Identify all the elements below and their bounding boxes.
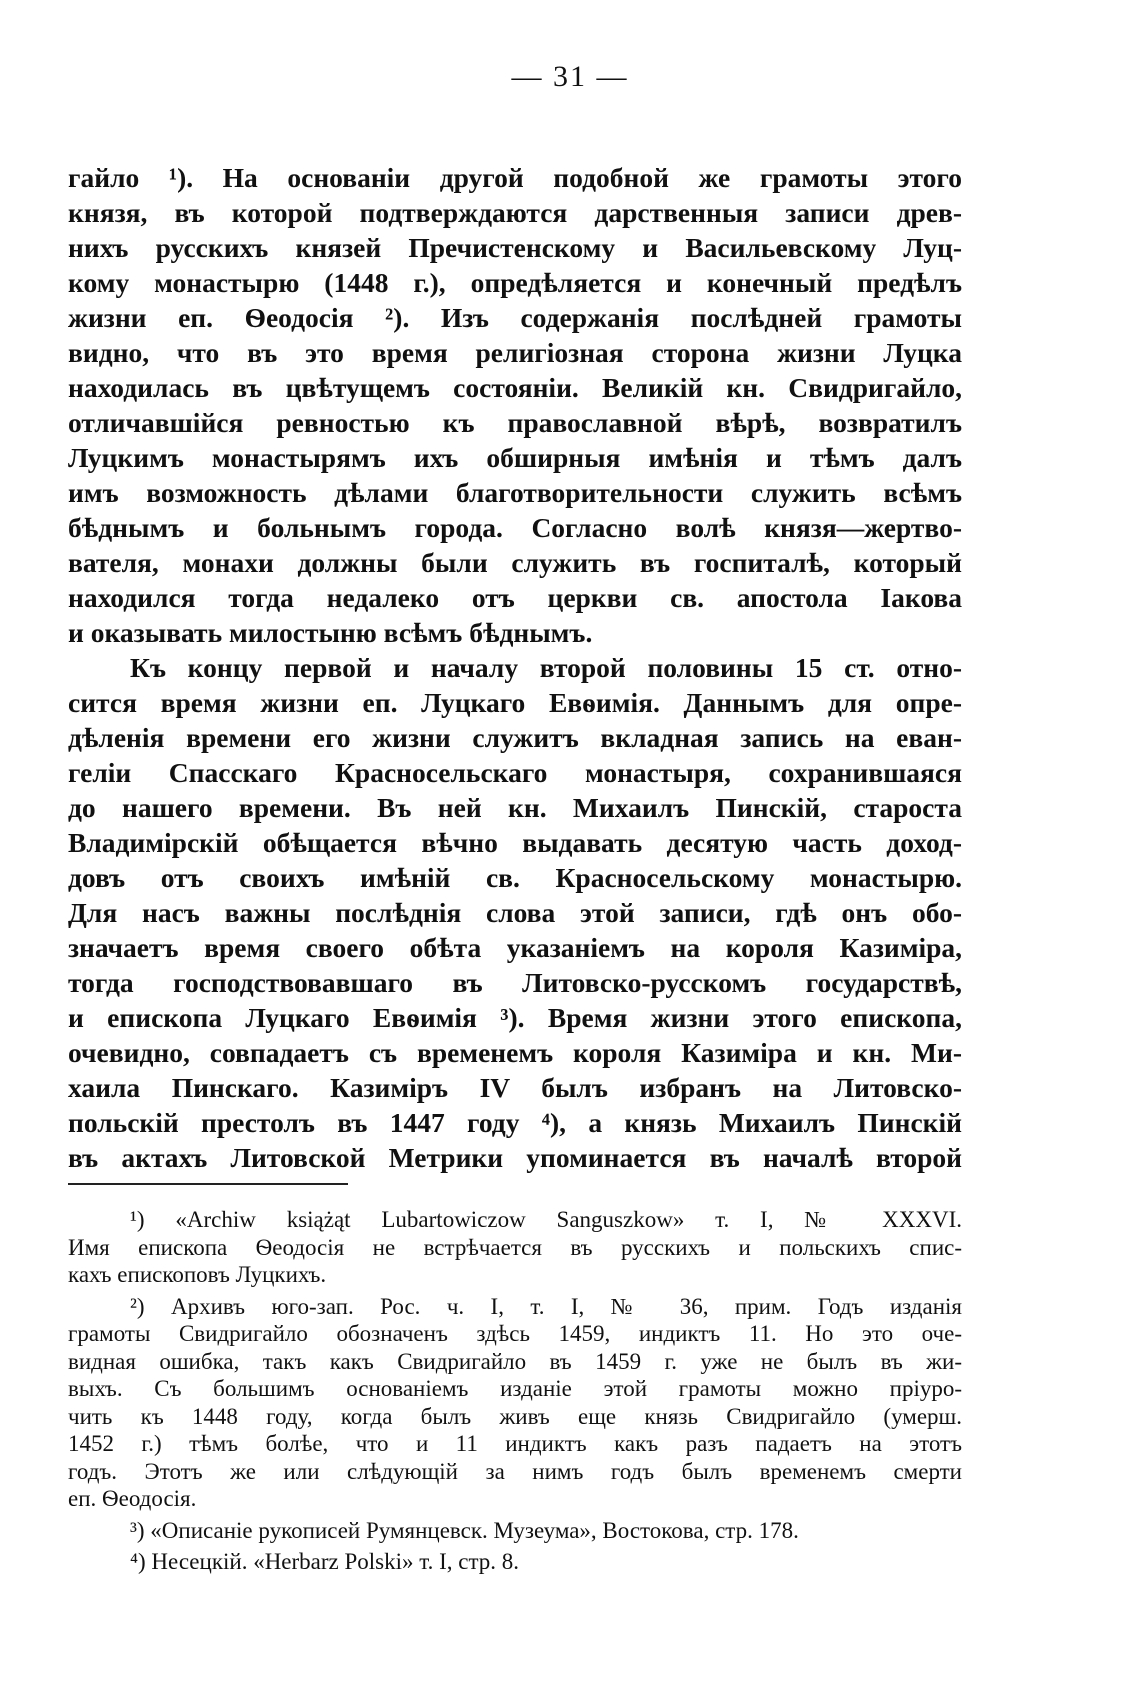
footnote-2: ²) Архивъ юго-зап. Рос. ч. I, т. I, № 36, прим. Годъ изданія — [130, 1293, 962, 1319]
body-line: имъ возможность дѣлами благотворительности служить всѣмъ — [68, 477, 962, 508]
footnote-line: видная ошибка, такъ какъ Свидригайло въ 1459 г. уже не былъ въ жи- — [68, 1348, 962, 1374]
footnote-line: 1452 г.) тѣмъ болѣе, что и 11 индиктъ какъ разъ падаетъ на этотъ — [68, 1431, 962, 1456]
body-line: хаила Пинскаго. Казиміръ IV былъ избранъ на Литовско- — [68, 1072, 962, 1103]
body-line: Владимірскій обѣщается вѣчно выдавать десятую часть доход- — [68, 827, 962, 858]
body-text — [68, 160, 962, 1175]
body-line: Для насъ важны послѣднія слова этой записи, гдѣ онъ обо- — [68, 897, 962, 928]
body-line: тогда господствовавшаго въ Литовско-русскомъ государствѣ, — [68, 967, 962, 998]
footnotes — [68, 1206, 962, 1576]
footnote-line: еп. Ѳеодосія. — [68, 1486, 197, 1511]
body-line: князя, въ которой подтверждаются дарственныя записи древ- — [68, 197, 962, 228]
body-line: довъ отъ своихъ имѣній св. Красносельскому монастырю. — [68, 862, 962, 893]
body-line: и епископа Луцкаго Евѳимія ³). Время жизни этого епископа, — [68, 1002, 962, 1033]
body-line: сится время жизни еп. Луцкаго Евѳимія. Даннымъ для опре- — [68, 687, 962, 718]
footnote-4: ⁴) Несецкій. «Herbarz Polski» т. I, стр. 8. — [130, 1549, 520, 1574]
body-line: въ актахъ Литовской Метрики упоминается въ началѣ второй — [68, 1142, 962, 1173]
body-line: вателя, монахи должны были служить въ госпиталѣ, который — [68, 547, 962, 578]
body-line: кому монастырю (1448 г.), опредѣляется и конечный предѣлъ — [68, 267, 962, 298]
body-line: отличавшійся ревностью къ православной вѣрѣ, возвратилъ — [68, 407, 962, 438]
body-line: значаетъ время своего обѣта указаніемъ на короля Казиміра, — [68, 932, 962, 963]
body-line: польскій престолъ въ 1447 году ⁴), а князь Михаилъ Пинскій — [68, 1107, 962, 1138]
body-line: бѣднымъ и больнымъ города. Согласно волѣ князя—жертво- — [68, 512, 962, 543]
body-line: жизни еп. Ѳеодосія ²). Изъ содержанія послѣдней грамоты — [68, 302, 962, 333]
footnote-line: выхъ. Съ большимъ основаніемъ изданіе этой грамоты можно пріуро- — [68, 1376, 962, 1401]
body-line: до нашего времени. Въ ней кн. Михаилъ Пинскій, староста — [68, 792, 962, 823]
footnote-line: годъ. Этотъ же или слѣдующій за нимъ годъ былъ временемъ смерти — [68, 1458, 962, 1484]
body-line: очевидно, совпадаетъ съ временемъ короля Казиміра и кн. Ми- — [68, 1037, 962, 1068]
footnote-divider — [68, 1183, 348, 1185]
footnote-1: ¹) «Archiw książąt Lubartowiczow Sanguszkow» т. I, № XXXVI. — [130, 1207, 962, 1232]
footnote-line: грамоты Свидригайло обозначенъ здѣсь 1459, индиктъ 11. Но это оче- — [68, 1321, 962, 1346]
footnote-3: ³) «Описаніе рукописей Румянцевск. Музеума», Востокова, стр. 178. — [130, 1517, 799, 1543]
footnote-line: Имя епископа Ѳеодосія не встрѣчается въ русскихъ и польскихъ спис- — [68, 1234, 962, 1260]
body-line: и оказывать милостыню всѣмъ бѣднымъ. — [68, 617, 593, 648]
page-number: — 31 — — [511, 60, 629, 93]
body-line: находилась въ цвѣтущемъ состояніи. Великій кн. Свидригайло, — [68, 372, 962, 403]
body-line: гайло ¹). На основаніи другой подобной же грамоты этого — [68, 162, 962, 193]
body-line: геліи Спасскаго Красносельскаго монастыря, сохранившаяся — [68, 757, 962, 788]
body-line: видно, что въ это время религіозная сторона жизни Луцка — [68, 337, 962, 368]
footnote-line: кахъ епископовъ Луцкихъ. — [68, 1262, 327, 1287]
body-line: нихъ русскихъ князей Пречистенскому и Васильевскому Луц- — [68, 232, 962, 263]
body-line: находился тогда недалеко отъ церкви св. апостола Іакова — [68, 582, 962, 613]
body-line: дѣленія времени его жизни служитъ вкладная запись на еван- — [68, 722, 962, 753]
body-line: Луцкимъ монастырямъ ихъ обширныя имѣнія и тѣмъ далъ — [68, 442, 962, 473]
footnote-line: чить къ 1448 году, когда былъ живъ еще князь Свидригайло (умерш. — [68, 1403, 962, 1429]
paragraph-start-line: Къ концу первой и началу второй половины 15 ст. отно- — [130, 652, 962, 683]
